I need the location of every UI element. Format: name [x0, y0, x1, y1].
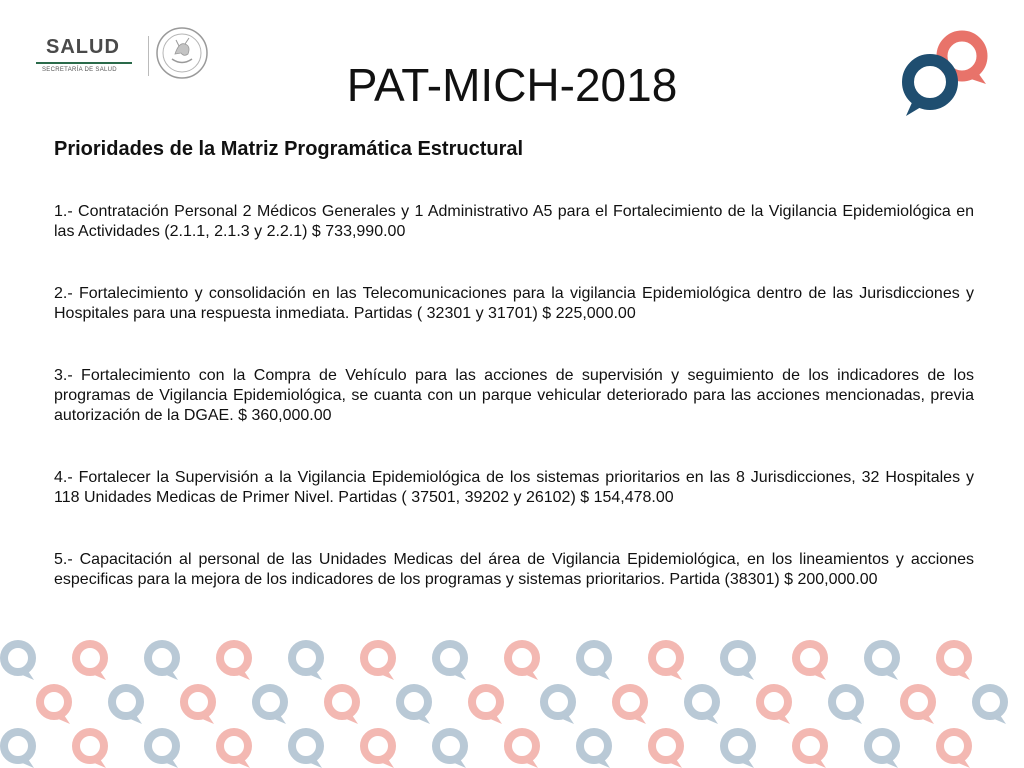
priority-item-4: 4.- Fortalecer la Supervisión a la Vigilancia Epidemiológica de los sistemas prioritarios en las 8 Jurisdicciones, 32 Hospitales y 118 Unidades Medicas de Primer Nivel. Partidas ( 37501, 39202 y 26102) $ 154,478.00: [54, 469, 974, 506]
pattern-bubble-18: [328, 688, 358, 724]
pattern-bubble-2: [148, 644, 178, 680]
pattern-bubble-21: [544, 688, 574, 724]
priority-item-3: 3.- Fortalecimiento con la Compra de Vehículo para las acciones de supervisión y seguimiento de los indicadores de los programas de Vigilancia Epidemiológica, se cuanta con un parque vehicular deteriorado para las acciones mencionadas, previa autorización de la DGAE. $ 360,000.00: [54, 367, 974, 424]
pattern-bubble-19: [400, 688, 430, 724]
pattern-bubble-4: [292, 644, 322, 680]
pattern-bubble-9: [652, 644, 682, 680]
pattern-bubble-25: [832, 688, 862, 724]
pattern-bubble-26: [904, 688, 934, 724]
pattern-bubble-7: [508, 644, 538, 680]
pattern-bubble-12: [868, 644, 898, 680]
pattern-bubble-30: [148, 732, 178, 768]
pattern-bubble-29: [76, 732, 106, 768]
pattern-bubble-16: [184, 688, 214, 724]
pattern-bubble-3: [220, 644, 250, 680]
pattern-bubble-8: [580, 644, 610, 680]
pattern-bubble-35: [508, 732, 538, 768]
pattern-bubble-15: [112, 688, 142, 724]
pattern-bubble-1: [76, 644, 106, 680]
pattern-bubble-14: [40, 688, 70, 724]
priority-item-1: 1.- Contratación Personal 2 Médicos Generales y 1 Administrativo A5 para el Fortalecimiento de la Vigilancia Epidemiológica en las Actividades (2.1.1, 2.1.3 y 2.2.1) $ 733,990.00: [54, 203, 974, 240]
pattern-bubble-31: [220, 732, 250, 768]
pattern-bubble-22: [616, 688, 646, 724]
decorative-bubble-pattern-icon: [0, 630, 1024, 768]
pattern-bubble-36: [580, 732, 610, 768]
pattern-bubble-17: [256, 688, 286, 724]
section-subtitle: Prioridades de la Matriz Programática Estructural: [54, 138, 524, 160]
pattern-bubble-39: [796, 732, 826, 768]
pattern-bubble-6: [436, 644, 466, 680]
pattern-bubble-0: [4, 644, 34, 680]
page-title: PAT-MICH-2018: [346, 59, 678, 111]
pattern-bubble-34: [436, 732, 466, 768]
pattern-bubble-32: [292, 732, 322, 768]
pattern-bubble-27: [976, 688, 1006, 724]
pattern-bubble-5: [364, 644, 394, 680]
pattern-bubble-41: [940, 732, 970, 768]
priority-item-2: 2.- Fortalecimiento y consolidación en las Telecomunicaciones para la vigilancia Epidemiológica dentro de las Jurisdicciones y Hospitales para una respuesta inmediata. Partidas ( 32301 y 31701) $ 225,000.00: [54, 285, 974, 322]
pattern-bubble-33: [364, 732, 394, 768]
pattern-bubble-40: [868, 732, 898, 768]
pattern-bubble-13: [940, 644, 970, 680]
pattern-bubble-10: [724, 644, 754, 680]
pattern-bubble-24: [760, 688, 790, 724]
salud-logo-subtitle: SECRETARÍA DE SALUD: [42, 67, 117, 73]
pattern-bubble-37: [652, 732, 682, 768]
pattern-bubble-28: [4, 732, 34, 768]
pattern-bubble-20: [472, 688, 502, 724]
pattern-bubble-23: [688, 688, 718, 724]
priority-item-5: 5.- Capacitación al personal de las Unidades Medicas del área de Vigilancia Epidemiológica, en los lineamientos y acciones especificas para la mejora de los indicadores de los programas y sistemas prioritarios. Partida (38301) $ 200,000.00: [54, 551, 974, 588]
salud-logo-text: SALUD: [46, 36, 120, 58]
priorities-list: [54, 202, 974, 632]
pattern-bubble-38: [724, 732, 754, 768]
pattern-bubble-11: [796, 644, 826, 680]
